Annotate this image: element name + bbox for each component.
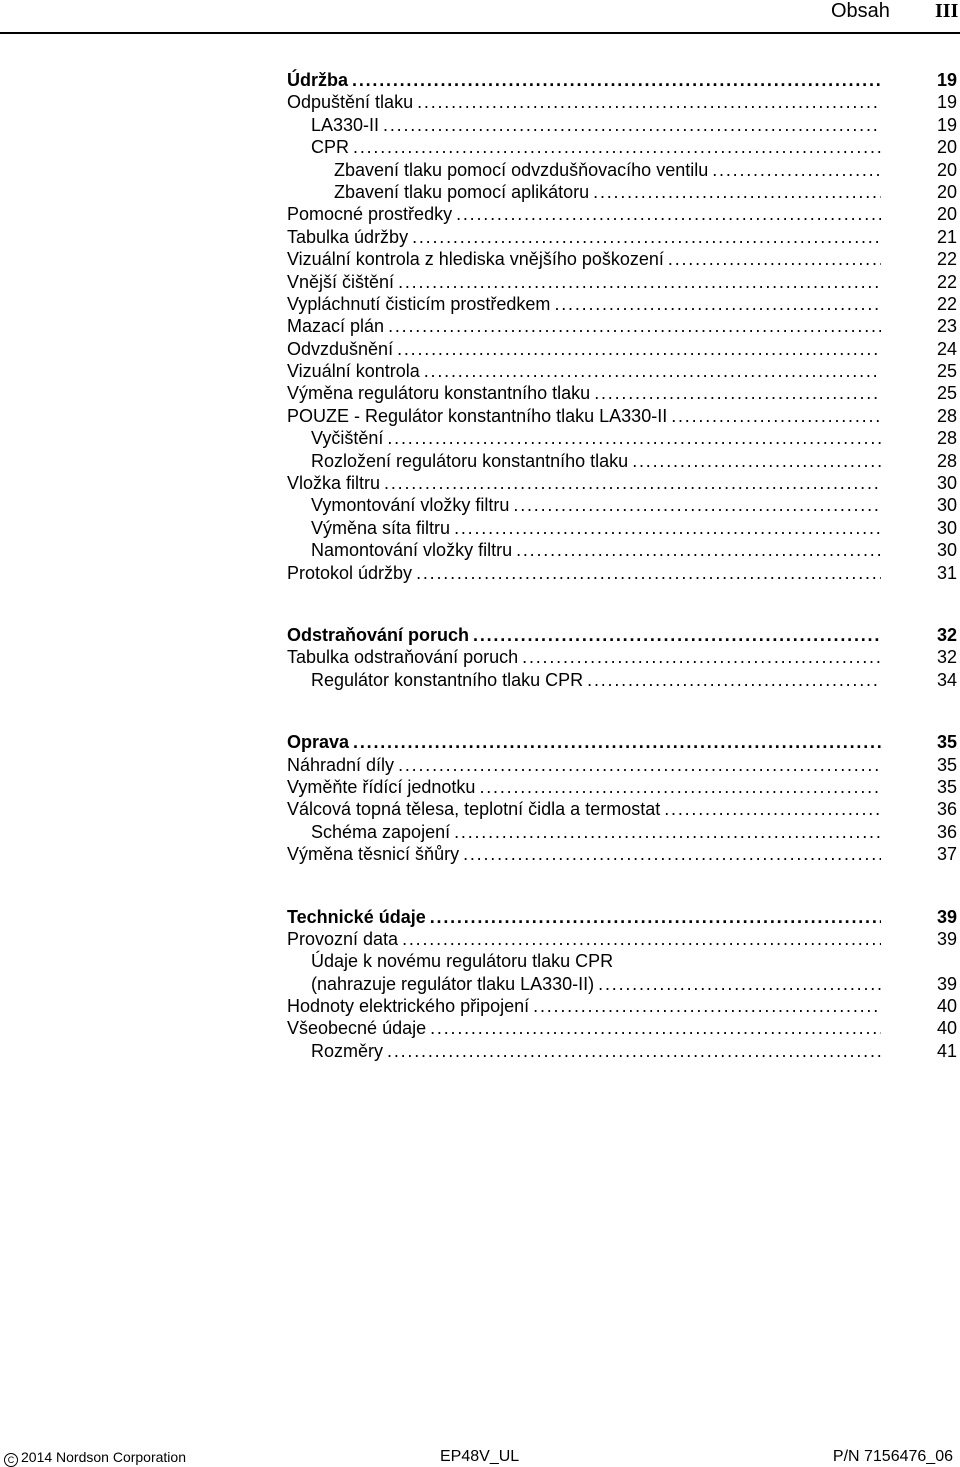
toc-page-number: 34	[936, 669, 957, 690]
footer-part-number: P/N 7156476_06	[832, 1448, 953, 1465]
toc-entry-label: Vložka filtru	[287, 473, 381, 494]
toc-entry-label: Zbavení tlaku pomocí aplikátoru	[334, 181, 590, 202]
dot-leader	[387, 427, 881, 449]
toc-entry[interactable]	[287, 995, 957, 1017]
toc-entry[interactable]	[287, 776, 957, 798]
toc-page-number: 25	[936, 361, 957, 382]
toc-page-number: 40	[936, 1018, 957, 1039]
dot-leader	[352, 69, 881, 91]
dot-leader	[412, 226, 881, 248]
toc-page-number: 32	[936, 624, 957, 645]
toc-entry[interactable]	[287, 226, 957, 248]
dot-leader	[388, 315, 881, 337]
toc-entry-label: Válcová topná tělesa, teplotní čidla a termostat	[287, 799, 661, 820]
toc-chapter-entry[interactable]	[287, 906, 957, 928]
toc-page-number: 19	[936, 114, 957, 135]
dot-leader	[397, 338, 881, 360]
toc-page-number: 28	[936, 450, 957, 471]
dot-leader	[463, 843, 881, 865]
toc-page-number: 28	[936, 428, 957, 449]
toc-entry-label: Údaje k novému regulátoru tlaku CPR	[311, 951, 614, 972]
toc-entry[interactable]	[287, 91, 957, 113]
toc-entry[interactable]	[287, 315, 957, 337]
toc-entry-label: Provozní data	[287, 928, 399, 949]
toc-entry[interactable]	[287, 248, 957, 270]
toc-entry[interactable]	[287, 928, 957, 950]
toc-entry[interactable]	[287, 293, 957, 315]
toc-entry-label: Odstraňování poruch	[287, 624, 470, 645]
toc-entry-label: Mazací plán	[287, 316, 385, 337]
toc-entry-label: Vizuální kontrola	[287, 361, 420, 382]
toc-entry-label: Zbavení tlaku pomocí odvzdušňovacího ventilu	[334, 159, 709, 180]
toc-chapter-entry[interactable]	[287, 731, 957, 753]
dot-leader	[416, 562, 881, 584]
toc-page-number: 19	[936, 92, 957, 113]
toc-page-number: 31	[936, 562, 957, 583]
toc-entry-line[interactable]	[287, 950, 957, 972]
toc-page-number: 20	[936, 159, 957, 180]
toc-section	[287, 624, 957, 691]
toc-entry[interactable]	[287, 271, 957, 293]
footer-copyright	[4, 1449, 186, 1467]
page-footer	[0, 1449, 960, 1465]
toc-entry-label: Vizuální kontrola z hlediska vnějšího poškození	[287, 249, 664, 270]
toc-page-number: 35	[936, 776, 957, 797]
toc-page-number: 22	[936, 293, 957, 314]
dot-leader	[454, 821, 881, 843]
dot-leader	[456, 203, 881, 225]
toc-entry-label: Odvzdušnění	[287, 338, 394, 359]
toc-entry-label: Vyměňte řídící jednotku	[287, 776, 476, 797]
dot-leader	[632, 450, 881, 472]
dot-leader	[522, 646, 881, 668]
dot-leader	[398, 271, 881, 293]
toc-page-number: 36	[936, 821, 957, 842]
header-title: Obsah	[831, 0, 890, 22]
toc-page-number: 30	[936, 517, 957, 538]
toc-entry[interactable]	[287, 1017, 957, 1039]
dot-leader	[593, 181, 881, 203]
toc-entry-label: Výměna regulátoru konstantního tlaku	[287, 383, 591, 404]
toc-entry[interactable]	[287, 450, 957, 472]
toc-page-number: 39	[936, 906, 957, 927]
toc-entry[interactable]	[287, 1040, 957, 1062]
toc-entry-label: Tabulka údržby	[287, 226, 409, 247]
toc-entry-label: Vypláchnutí čisticím prostředkem	[287, 293, 551, 314]
toc-entry[interactable]	[287, 203, 957, 225]
dot-leader	[384, 472, 881, 494]
toc-entry[interactable]	[287, 181, 957, 203]
toc-entry-label: Výměna síta filtru	[311, 517, 451, 538]
toc-entry[interactable]	[287, 646, 957, 668]
toc-entry[interactable]	[287, 973, 957, 995]
table-of-contents	[287, 69, 957, 1102]
toc-page-number: 19	[936, 70, 957, 90]
dot-leader	[513, 494, 881, 516]
toc-entry-label: Rozměry	[311, 1040, 384, 1061]
toc-entry-label: Rozložení regulátoru konstantního tlaku	[311, 450, 629, 471]
toc-entry-label: LA330-II	[311, 114, 380, 135]
toc-entry[interactable]	[287, 360, 957, 382]
dot-leader	[417, 91, 881, 113]
toc-entry-label: Výměna těsnicí šňůry	[287, 844, 460, 865]
toc-page-number: 20	[936, 181, 957, 202]
dot-leader	[398, 754, 881, 776]
toc-entry[interactable]	[287, 159, 957, 181]
dot-leader	[594, 382, 881, 404]
toc-entry[interactable]	[287, 669, 957, 691]
toc-entry[interactable]	[287, 843, 957, 865]
dot-leader	[671, 405, 881, 427]
toc-page-number: 32	[936, 647, 957, 668]
toc-page-number: 21	[936, 226, 957, 247]
page-header	[0, 0, 960, 34]
toc-entry-label: (nahrazuje regulátor tlaku LA330-II)	[311, 973, 595, 994]
dot-leader	[402, 928, 881, 950]
toc-entry-label: Tabulka odstraňování poruch	[287, 647, 519, 668]
header-rule	[0, 32, 960, 34]
dot-leader	[353, 136, 881, 158]
copyright-icon: C	[4, 1453, 18, 1467]
toc-entry[interactable]	[287, 427, 957, 449]
dot-leader	[473, 624, 881, 646]
toc-entry-label: Pomocné prostředky	[287, 204, 453, 225]
toc-entry[interactable]	[287, 798, 957, 820]
toc-page-number: 41	[936, 1040, 957, 1061]
toc-entry[interactable]	[287, 472, 957, 494]
dot-leader	[516, 539, 881, 561]
toc-page-number: 39	[936, 928, 957, 949]
dot-leader	[587, 669, 881, 691]
dot-leader	[430, 906, 881, 928]
dot-leader	[712, 159, 881, 181]
toc-page-number: 39	[936, 973, 957, 994]
toc-entry-label: Údržba	[287, 70, 349, 90]
toc-page-number: 28	[936, 405, 957, 426]
toc-page-number: 22	[936, 271, 957, 292]
toc-entry-label: Odpuštění tlaku	[287, 92, 414, 113]
toc-entry-label: Vnější čištění	[287, 271, 395, 292]
dot-leader	[554, 293, 881, 315]
dot-leader	[353, 731, 881, 753]
toc-entry-label: Schéma zapojení	[311, 821, 451, 842]
dot-leader	[668, 248, 881, 270]
footer-doc-code: EP48V_UL	[440, 1448, 520, 1465]
toc-entry-label: Vyčištění	[311, 428, 384, 449]
toc-entry[interactable]	[287, 754, 957, 776]
toc-page-number: 30	[936, 473, 957, 494]
toc-entry-label: Hodnoty elektrického připojení	[287, 996, 530, 1017]
toc-page-number: 36	[936, 799, 957, 820]
toc-page-number: 22	[936, 249, 957, 270]
toc-entry[interactable]	[287, 382, 957, 404]
dot-leader	[454, 517, 881, 539]
footer-copyright-text: 2014 Nordson Corporation	[21, 1449, 186, 1465]
toc-entry-label: POUZE - Regulátor konstantního tlaku LA330-II	[287, 405, 668, 426]
toc-section	[287, 906, 957, 1063]
dot-leader	[424, 360, 881, 382]
toc-entry[interactable]	[287, 821, 957, 843]
toc-section	[287, 731, 957, 865]
toc-entry-label: Protokol údržby	[287, 562, 413, 583]
toc-entry[interactable]	[287, 539, 957, 561]
toc-entry[interactable]	[287, 494, 957, 516]
toc-chapter-entry[interactable]	[287, 69, 957, 91]
toc-page-number: 20	[936, 204, 957, 225]
toc-entry-label: Náhradní díly	[287, 754, 395, 775]
toc-entry[interactable]	[287, 338, 957, 360]
toc-chapter-entry[interactable]	[287, 624, 957, 646]
dot-leader	[383, 114, 881, 136]
dot-leader	[479, 776, 881, 798]
dot-leader	[430, 1017, 881, 1039]
toc-page-number: 40	[936, 996, 957, 1017]
header-page-number: III	[935, 0, 959, 22]
toc-entry[interactable]	[287, 517, 957, 539]
toc-entry[interactable]	[287, 114, 957, 136]
toc-entry-label: Namontování vložky filtru	[311, 540, 513, 561]
toc-entry-label: Regulátor konstantního tlaku CPR	[311, 669, 584, 690]
toc-entry-label: Oprava	[287, 732, 350, 753]
toc-page-number: 24	[936, 338, 957, 359]
toc-page-number: 30	[936, 495, 957, 516]
toc-page-number: 20	[936, 137, 957, 158]
dot-leader	[598, 973, 881, 995]
toc-entry-label: Vymontování vložky filtru	[311, 495, 510, 516]
toc-page-number: 23	[936, 316, 957, 337]
toc-entry[interactable]	[287, 405, 957, 427]
dot-leader	[664, 798, 881, 820]
toc-page-number: 35	[936, 732, 957, 753]
dot-leader	[387, 1040, 881, 1062]
toc-page-number: 30	[936, 540, 957, 561]
toc-page-number: 37	[936, 844, 957, 865]
toc-entry-label: Technické údaje	[287, 906, 426, 927]
toc-entry[interactable]	[287, 562, 957, 584]
toc-page-number: 35	[936, 754, 957, 775]
toc-section	[287, 69, 957, 584]
dot-leader	[533, 995, 881, 1017]
toc-entry-label: Všeobecné údaje	[287, 1018, 427, 1039]
toc-page-number: 25	[936, 383, 957, 404]
toc-entry[interactable]	[287, 136, 957, 158]
toc-entry-label: CPR	[311, 137, 350, 158]
